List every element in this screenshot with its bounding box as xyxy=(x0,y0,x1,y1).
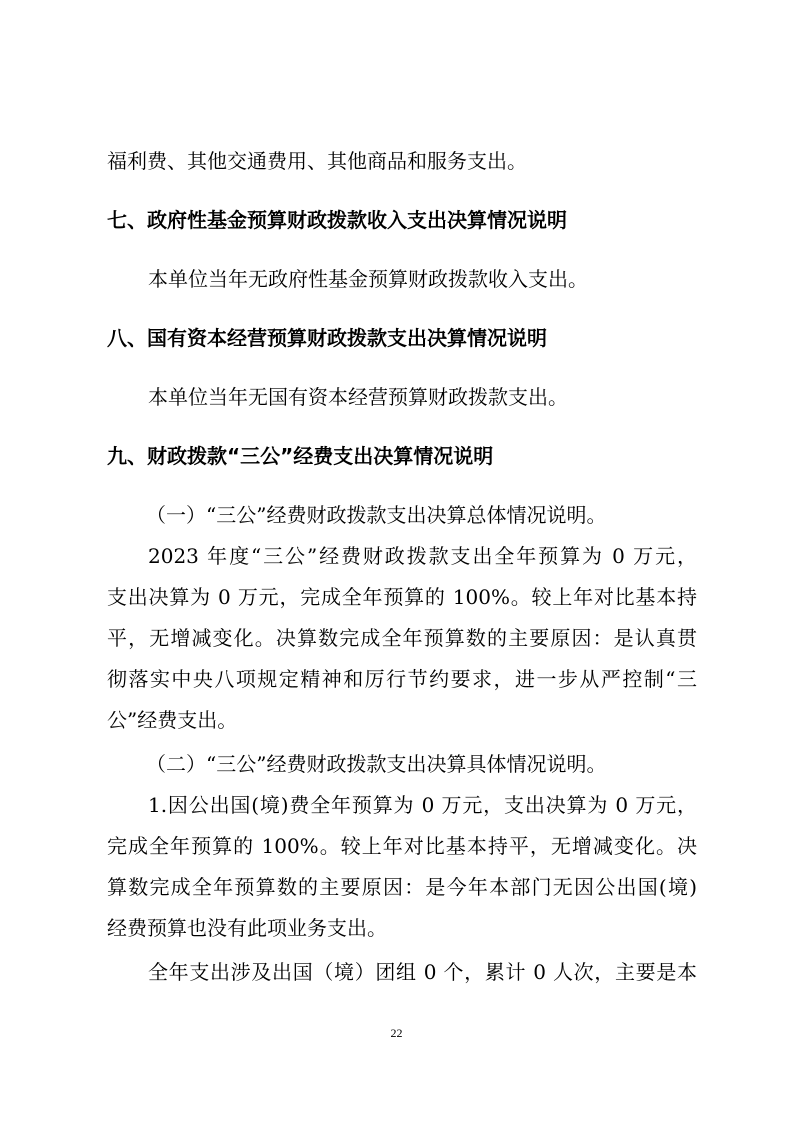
paragraph-line: 经费预算也没有此项业务支出。 xyxy=(107,916,387,940)
paragraph-line: 1.因公出国(境)费全年预算为 0 万元，支出决算为 0 万元， xyxy=(148,793,697,817)
subsection-heading-2: （二）“三公”经费财政拨款支出决算具体情况说明。 xyxy=(146,752,607,776)
paragraph-line: 彻落实中央八项规定精神和厉行节约要求，进一步从严控制“三 xyxy=(107,667,697,691)
paragraph-line: 本单位当年无政府性基金预算财政拨款收入支出。 xyxy=(148,267,588,291)
paragraph-line: 支出决算为 0 万元，完成全年预算的 100%。较上年对比基本持 xyxy=(107,585,697,609)
paragraph-line: 公”经费支出。 xyxy=(107,708,238,732)
section-heading-8: 八、国有资本经营预算财政拨款支出决算情况说明 xyxy=(107,326,547,350)
paragraph-line: 2023 年度“三公”经费财政拨款支出全年预算为 0 万元， xyxy=(148,544,697,568)
section-heading-9: 九、财政拨款“三公”经费支出决算情况说明 xyxy=(107,444,494,468)
paragraph-line: 平，无增减变化。决算数完成全年预算数的主要原因：是认真贯 xyxy=(107,626,697,650)
page-number: 22 xyxy=(390,1026,403,1040)
paragraph-line: 福利费、其他交通费用、其他商品和服务支出。 xyxy=(107,149,527,173)
paragraph-line: 全年支出涉及出国（境）团组 0 个，累计 0 人次，主要是本 xyxy=(148,960,697,984)
subsection-heading-1: （一）“三公”经费财政拨款支出决算总体情况说明。 xyxy=(146,503,607,527)
paragraph-line: 本单位当年无国有资本经营预算财政拨款支出。 xyxy=(148,385,568,409)
paragraph-line: 完成全年预算的 100%。较上年对比基本持平，无增减变化。决 xyxy=(107,834,697,858)
section-heading-7: 七、政府性基金预算财政拨款收入支出决算情况说明 xyxy=(107,208,567,232)
paragraph-line: 算数完成全年预算数的主要原因：是今年本部门无因公出国(境) xyxy=(107,875,697,899)
